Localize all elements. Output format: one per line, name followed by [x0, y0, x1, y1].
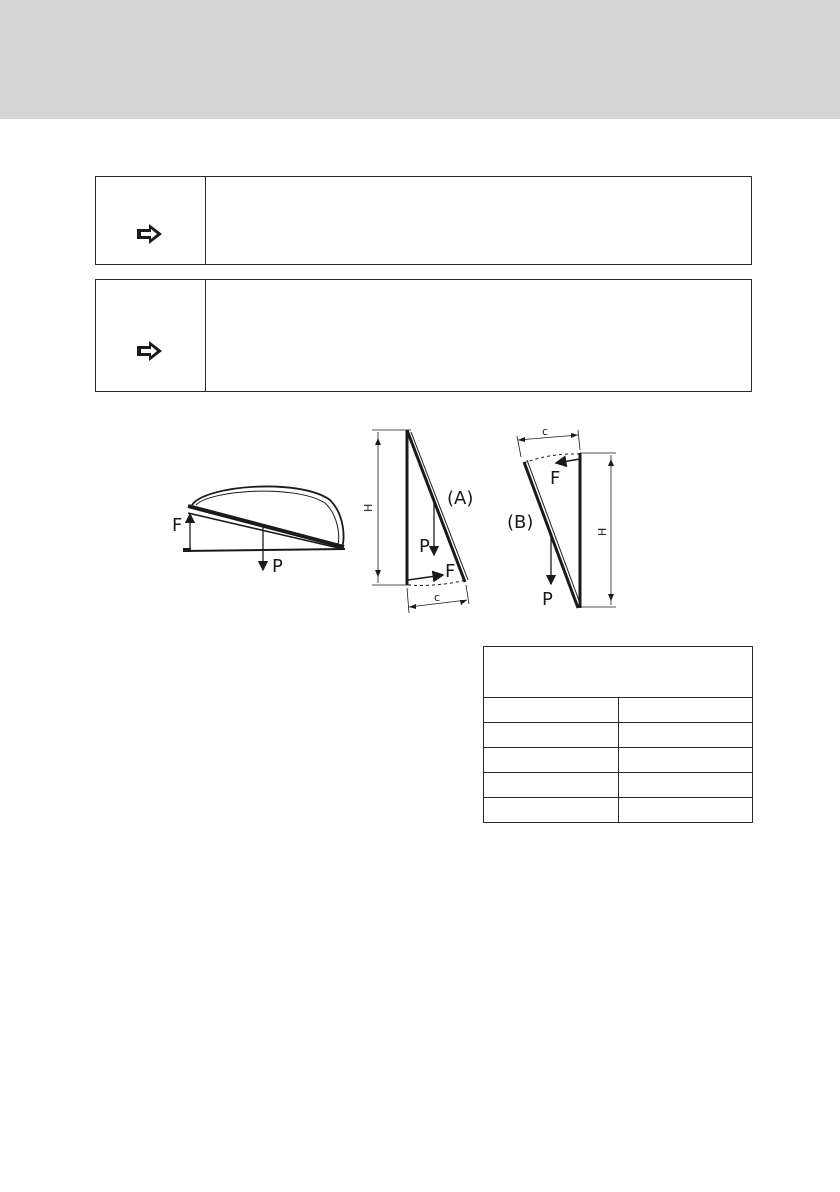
figure-3 [507, 425, 616, 610]
fig2-variant-label: (A) [447, 488, 474, 509]
fig1-force-label: F [172, 515, 183, 536]
fig3-height-label: H [596, 527, 609, 536]
table-row [484, 798, 753, 823]
header-band [0, 0, 840, 119]
note-text [206, 280, 751, 391]
figures-drawing [0, 400, 840, 630]
table-cell [484, 723, 619, 748]
table-header [484, 647, 753, 698]
note-icon-cell [96, 280, 206, 391]
fig2-distance-label: c [434, 591, 441, 604]
figure-2 [362, 430, 473, 613]
fig3-variant-label: (B) [507, 512, 534, 533]
table-row [484, 748, 753, 773]
fig2-weight-label: P [419, 536, 430, 557]
table-cell [618, 773, 753, 798]
fig2-height-label: H [362, 503, 375, 512]
table-cell [484, 798, 619, 823]
arrow-right-icon [134, 340, 164, 362]
table-row [484, 723, 753, 748]
table-cell [484, 748, 619, 773]
fig3-force-label: F [550, 468, 561, 489]
fig3-distance-label: c [542, 425, 549, 438]
table-cell [618, 723, 753, 748]
fig2-force-label: F [445, 561, 456, 582]
table-cell [618, 698, 753, 723]
figures-area [0, 400, 840, 630]
table-row [484, 698, 753, 723]
table-cell [618, 748, 753, 773]
note-icon-cell [96, 177, 206, 264]
fig1-weight-label: P [272, 556, 283, 577]
arrow-right-icon [134, 223, 164, 245]
note-box [95, 279, 752, 392]
table-cell [484, 698, 619, 723]
figure-1 [172, 486, 345, 577]
note-text [206, 177, 751, 264]
table-row [484, 773, 753, 798]
note-box [95, 176, 752, 265]
table-cell [618, 798, 753, 823]
data-table [483, 646, 753, 823]
fig3-weight-label: P [542, 589, 553, 610]
table-cell [484, 773, 619, 798]
